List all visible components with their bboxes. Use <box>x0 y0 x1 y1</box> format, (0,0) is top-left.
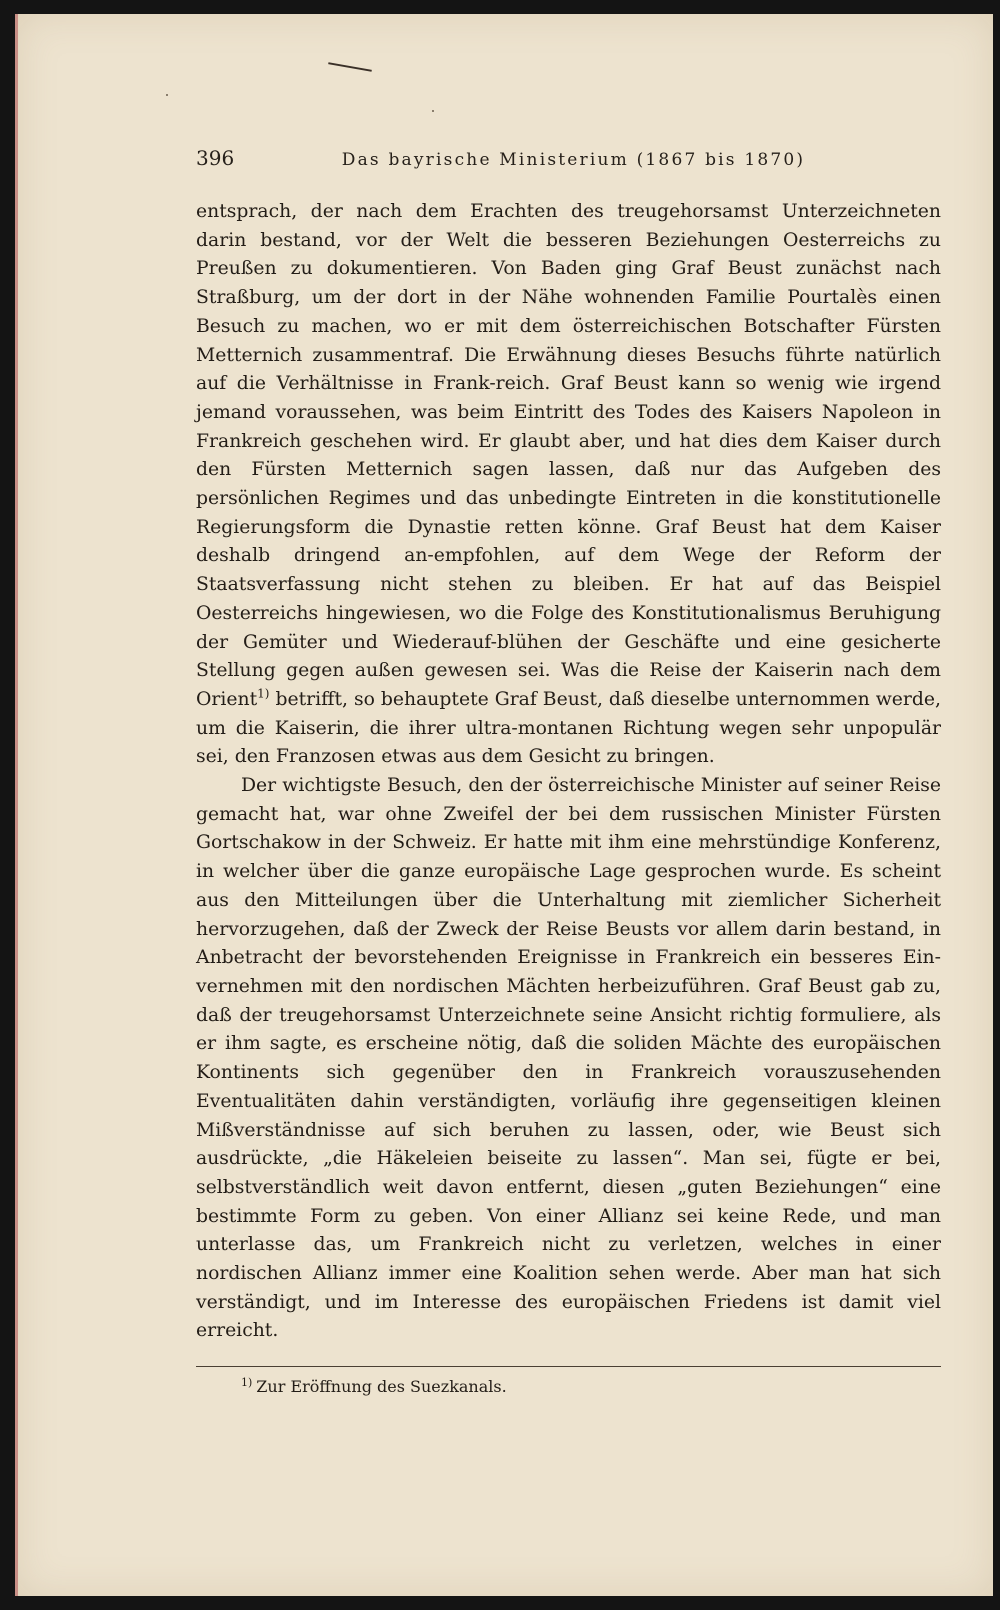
footnote-reference: 1) <box>257 686 270 701</box>
paragraph <box>196 198 941 772</box>
footnote <box>196 1375 941 1399</box>
running-head <box>196 146 941 176</box>
pencil-mark <box>328 62 372 72</box>
paragraph-text: betrifft, so behauptete Graf Beust, daß dieselbe unternommen werde, um die Kaiserin, die ihrer ultra-montanen Richtung wegen sehr unpopulär sei, den Franzosen etwas aus dem Gesicht zu bringen. <box>196 688 941 768</box>
book-page <box>15 14 993 1596</box>
footnote-marker: 1) <box>241 1375 253 1389</box>
footnote-text: Zur Eröffnung des Suezkanals. <box>256 1377 507 1397</box>
text-block <box>196 146 941 1399</box>
paper-speck <box>166 94 168 96</box>
paragraph-text: entsprach, der nach dem Erachten des treugehorsamst Unterzeichneten darin bestand, vor der Welt die besseren Beziehungen Oesterreichs zu Preußen zu dokumentieren. Von Baden ging Graf Beust zunächst nach Straßburg, um der dort in der Nähe wohnenden Familie Pourtalès einen Besuch zu machen, wo er mit dem österreichischen Botschafter Fürsten Metternich zusammentraf. Die Erwähnung dieses Besuchs führte natürlich auf die Verhältnisse in Frank-reich. Graf Beust kann so wenig wie irgend jemand voraussehen, was beim Eintritt des Todes des Kaisers Napoleon in Frankreich geschehen wird. Er glaubt aber, und hat dies dem Kaiser durch den Fürsten Metternich sagen lassen, daß nur das Aufgeben des persönlichen Regimes und das unbedingte Eintreten in die konstitutionelle Regierungsform die Dynastie retten könne. Graf Beust hat dem Kaiser deshalb dringend an-empfohlen, auf dem Wege der Reform der Staatsverfassung nicht stehen zu bleiben. Er hat auf das Beispiel Oesterreichs hingewiesen, wo die Folge des Konstitutionalismus Beruhigung der Gemüter und Wiederauf-blühen der Geschäfte und eine gesicherte Stellung gegen außen gewesen sei. Was die Reise der Kaiserin nach dem Orient <box>196 201 941 710</box>
paragraph: Der wichtigste Besuch, den der österreichische Minister auf seiner Reise gemacht hat, war ohne Zweifel der bei dem russischen Minister Fürsten Gortschakow in der Schweiz. Er hatte mit ihm eine mehrstündige Konferenz, in welcher über die ganze europäische Lage gesprochen wurde. Es scheint aus den Mitteilungen über die Unterhaltung mit ziemlicher Sicherheit hervorzugehen, daß der Zweck der Reise Beusts vor allem darin bestand, in Anbetracht der bevorstehenden Ereignisse in Frankreich ein besseres Ein-vernehmen mit den nordischen Mächten herbeizuführen. Graf Beust gab zu, daß der treugehorsamst Unterzeichnete seine Ansicht richtig formuliere, als er ihm sagte, es erscheine nötig, daß die soliden Mächte des europäischen Kontinents sich gegenüber den in Frankreich vorauszusehenden Eventualitäten dahin verständigten, vorläufig ihre gegenseitigen kleinen Mißverständnisse auf sich beruhen zu lassen, oder, wie Beust sich ausdrückte, „die Häkeleien beiseite zu lassen“. Man sei, fügte er bei, selbstverständlich weit davon entfernt, diesen „guten Beziehungen“ eine bestimmte Form zu geben. Von einer Allianz sei keine Rede, und man unterlasse das, um Frankreich nicht zu verletzen, welches in einer nordischen Allianz immer eine Koalition sehen werde. Aber man hat sich verständigt, und im Interesse des europäischen Friedens ist damit viel erreicht. <box>196 775 941 1342</box>
paper-speck <box>432 110 434 112</box>
page-number: 396 <box>196 146 235 170</box>
footnote-rule <box>196 1366 941 1367</box>
body-text <box>196 198 941 1346</box>
running-title: Das bayrische Ministerium (1867 bis 1870) <box>341 150 806 170</box>
